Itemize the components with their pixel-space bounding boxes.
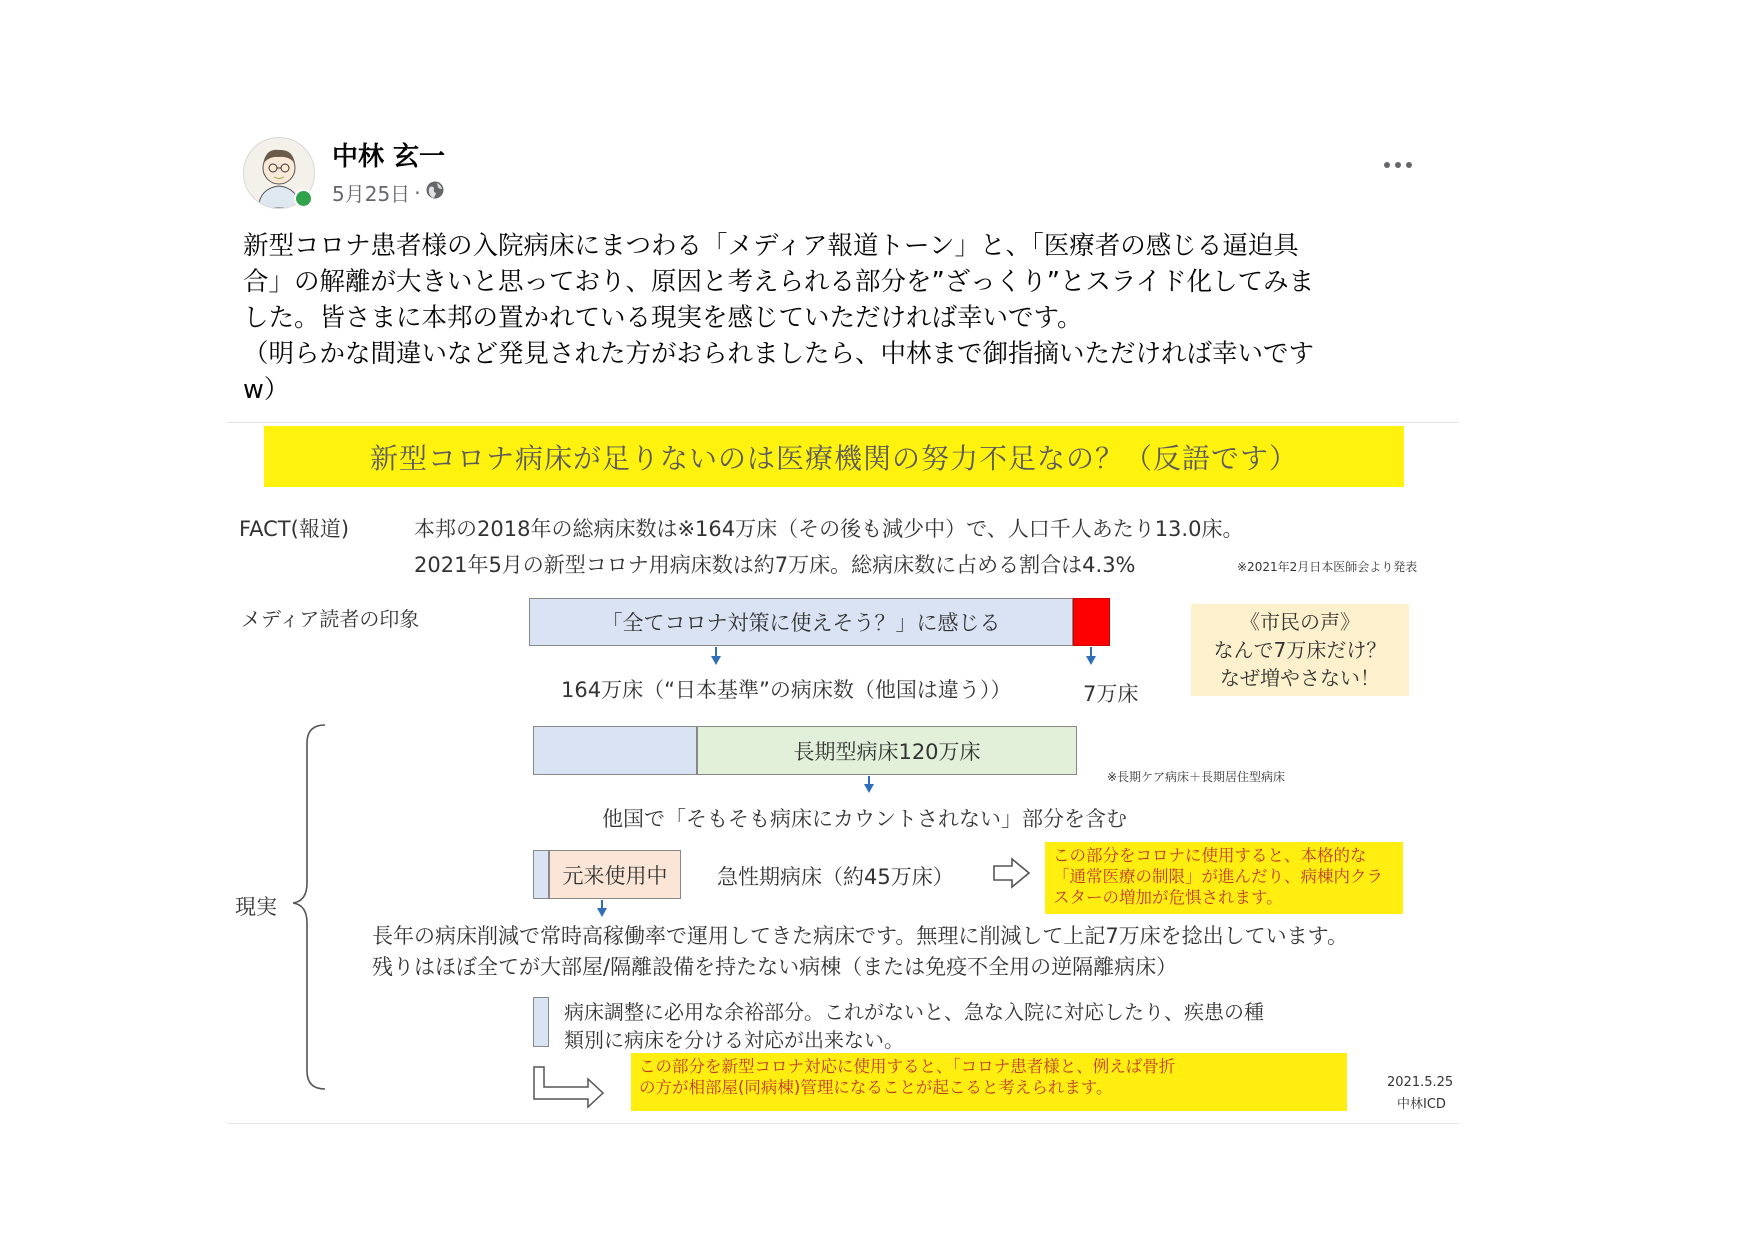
longterm-bar: 長期型病床120万床 bbox=[697, 726, 1077, 775]
longterm-note: ※長期ケア病床＋長期居住型病床 bbox=[1107, 770, 1286, 784]
fact-note: ※2021年2月日本医師会より発表 bbox=[1237, 560, 1418, 574]
arrow-down-icon bbox=[864, 784, 874, 793]
citizen-voice-title: 《市民の声》 bbox=[1240, 610, 1360, 634]
post-date[interactable]: 5月25日 bbox=[332, 182, 411, 206]
arrow-right-icon bbox=[992, 856, 1032, 890]
arrow-down-icon bbox=[1086, 656, 1096, 665]
reduction-line-1: 長年の病床削減で常時高稼働率で運用してきた病床です。無理に削減して上記7万床を捻出しています。 bbox=[372, 924, 1348, 948]
beds-164-label: 164万床（“日本基準”の病床数（他国は違う）） bbox=[561, 678, 1012, 702]
longterm-description: 他国で「そもそも病床にカウントされない」部分を含む bbox=[602, 807, 1127, 831]
citizen-voice-line-2: なぜ増やさない！ bbox=[1220, 666, 1380, 690]
slide-title: 新型コロナ病床が足りないのは医療機関の努力不足なの？（反語です） bbox=[264, 426, 1404, 487]
signature-date: 2021.5.25 bbox=[1387, 1075, 1454, 1090]
margin-line-1: 病床調整に必用な余裕部分。これがないと、急な入院に対応したり、疾患の種 bbox=[564, 1000, 1264, 1024]
acute-beds-label: 急性期病床（約45万床） bbox=[717, 865, 954, 889]
margin-bar-2 bbox=[533, 997, 549, 1047]
reduction-line-2: 残りはほぼ全てが大部屋/隔離設備を持たない病棟（または免疫不全用の逆隔離病床） bbox=[372, 955, 1178, 979]
remaining-bar bbox=[533, 726, 697, 775]
online-status-icon bbox=[294, 189, 313, 208]
fact-line-2: 2021年5月の新型コロナ用病床数は約7万床。総病床数に占める割合は4.3% bbox=[414, 553, 1136, 577]
bend-arrow-icon bbox=[530, 1065, 606, 1109]
more-options-icon[interactable] bbox=[1378, 150, 1418, 180]
citizen-voice-box bbox=[1191, 604, 1409, 696]
margin-warning-note: この部分を新型コロナ対応に使用すると、「コロナ患者様と、例えば骨折 の方が相部屋(同病棟)管理になることが起こると考えられます。 bbox=[631, 1053, 1347, 1111]
meta-separator: · bbox=[414, 180, 421, 205]
post-meta bbox=[332, 178, 445, 207]
post-slide-image[interactable] bbox=[227, 422, 1459, 1124]
impression-bar: 「全てコロナ対策に使えそう？」に感じる bbox=[529, 598, 1073, 646]
post-text: 新型コロナ患者様の入院病床にまつわる「メディア報道トーン」と、「医療者の感じる逼迫具 合」の解離が大きいと思っており、原因と考えられる部分を”ざっくり”とスライド化してみま した。皆さまに本邦の置かれている現実を感じていただければ幸いです。 （明らかな間違いなど発見された方がおられましたら、中林まで御指摘いただければ幸いです w） bbox=[243, 231, 1315, 405]
citizen-voice-line-1: なんで7万床だけ？ bbox=[1213, 638, 1387, 662]
author-name[interactable]: 中林 玄一 bbox=[332, 142, 446, 172]
brace-icon bbox=[289, 723, 333, 1093]
margin-bar bbox=[533, 850, 549, 899]
arrow-down-icon bbox=[597, 908, 607, 917]
beds-7-label: 7万床 bbox=[1083, 682, 1139, 706]
margin-line-2: 類別に病床を分ける対応が出来ない。 bbox=[564, 1028, 904, 1052]
signature-name: 中林ICD bbox=[1397, 1097, 1446, 1112]
globe-icon[interactable] bbox=[425, 180, 445, 205]
acute-warning-note: この部分をコロナに使用すると、本格的な 「通常医療の制限」が進んだり、病棟内クラ スターの増加が危惧されます。 bbox=[1045, 842, 1403, 914]
fact-line-1: 本邦の2018年の総病床数は※164万床（その後も減少中）で、人口千人あたり13.0床。 bbox=[414, 517, 1244, 541]
impression-label: メディア読者の印象 bbox=[241, 607, 420, 631]
covid-beds-bar bbox=[1073, 598, 1110, 646]
arrow-down-icon bbox=[711, 656, 721, 665]
reality-label: 現実 bbox=[235, 895, 277, 919]
in-use-bar: 元来使用中 bbox=[549, 850, 681, 899]
fact-label: FACT(報道) bbox=[239, 517, 350, 541]
